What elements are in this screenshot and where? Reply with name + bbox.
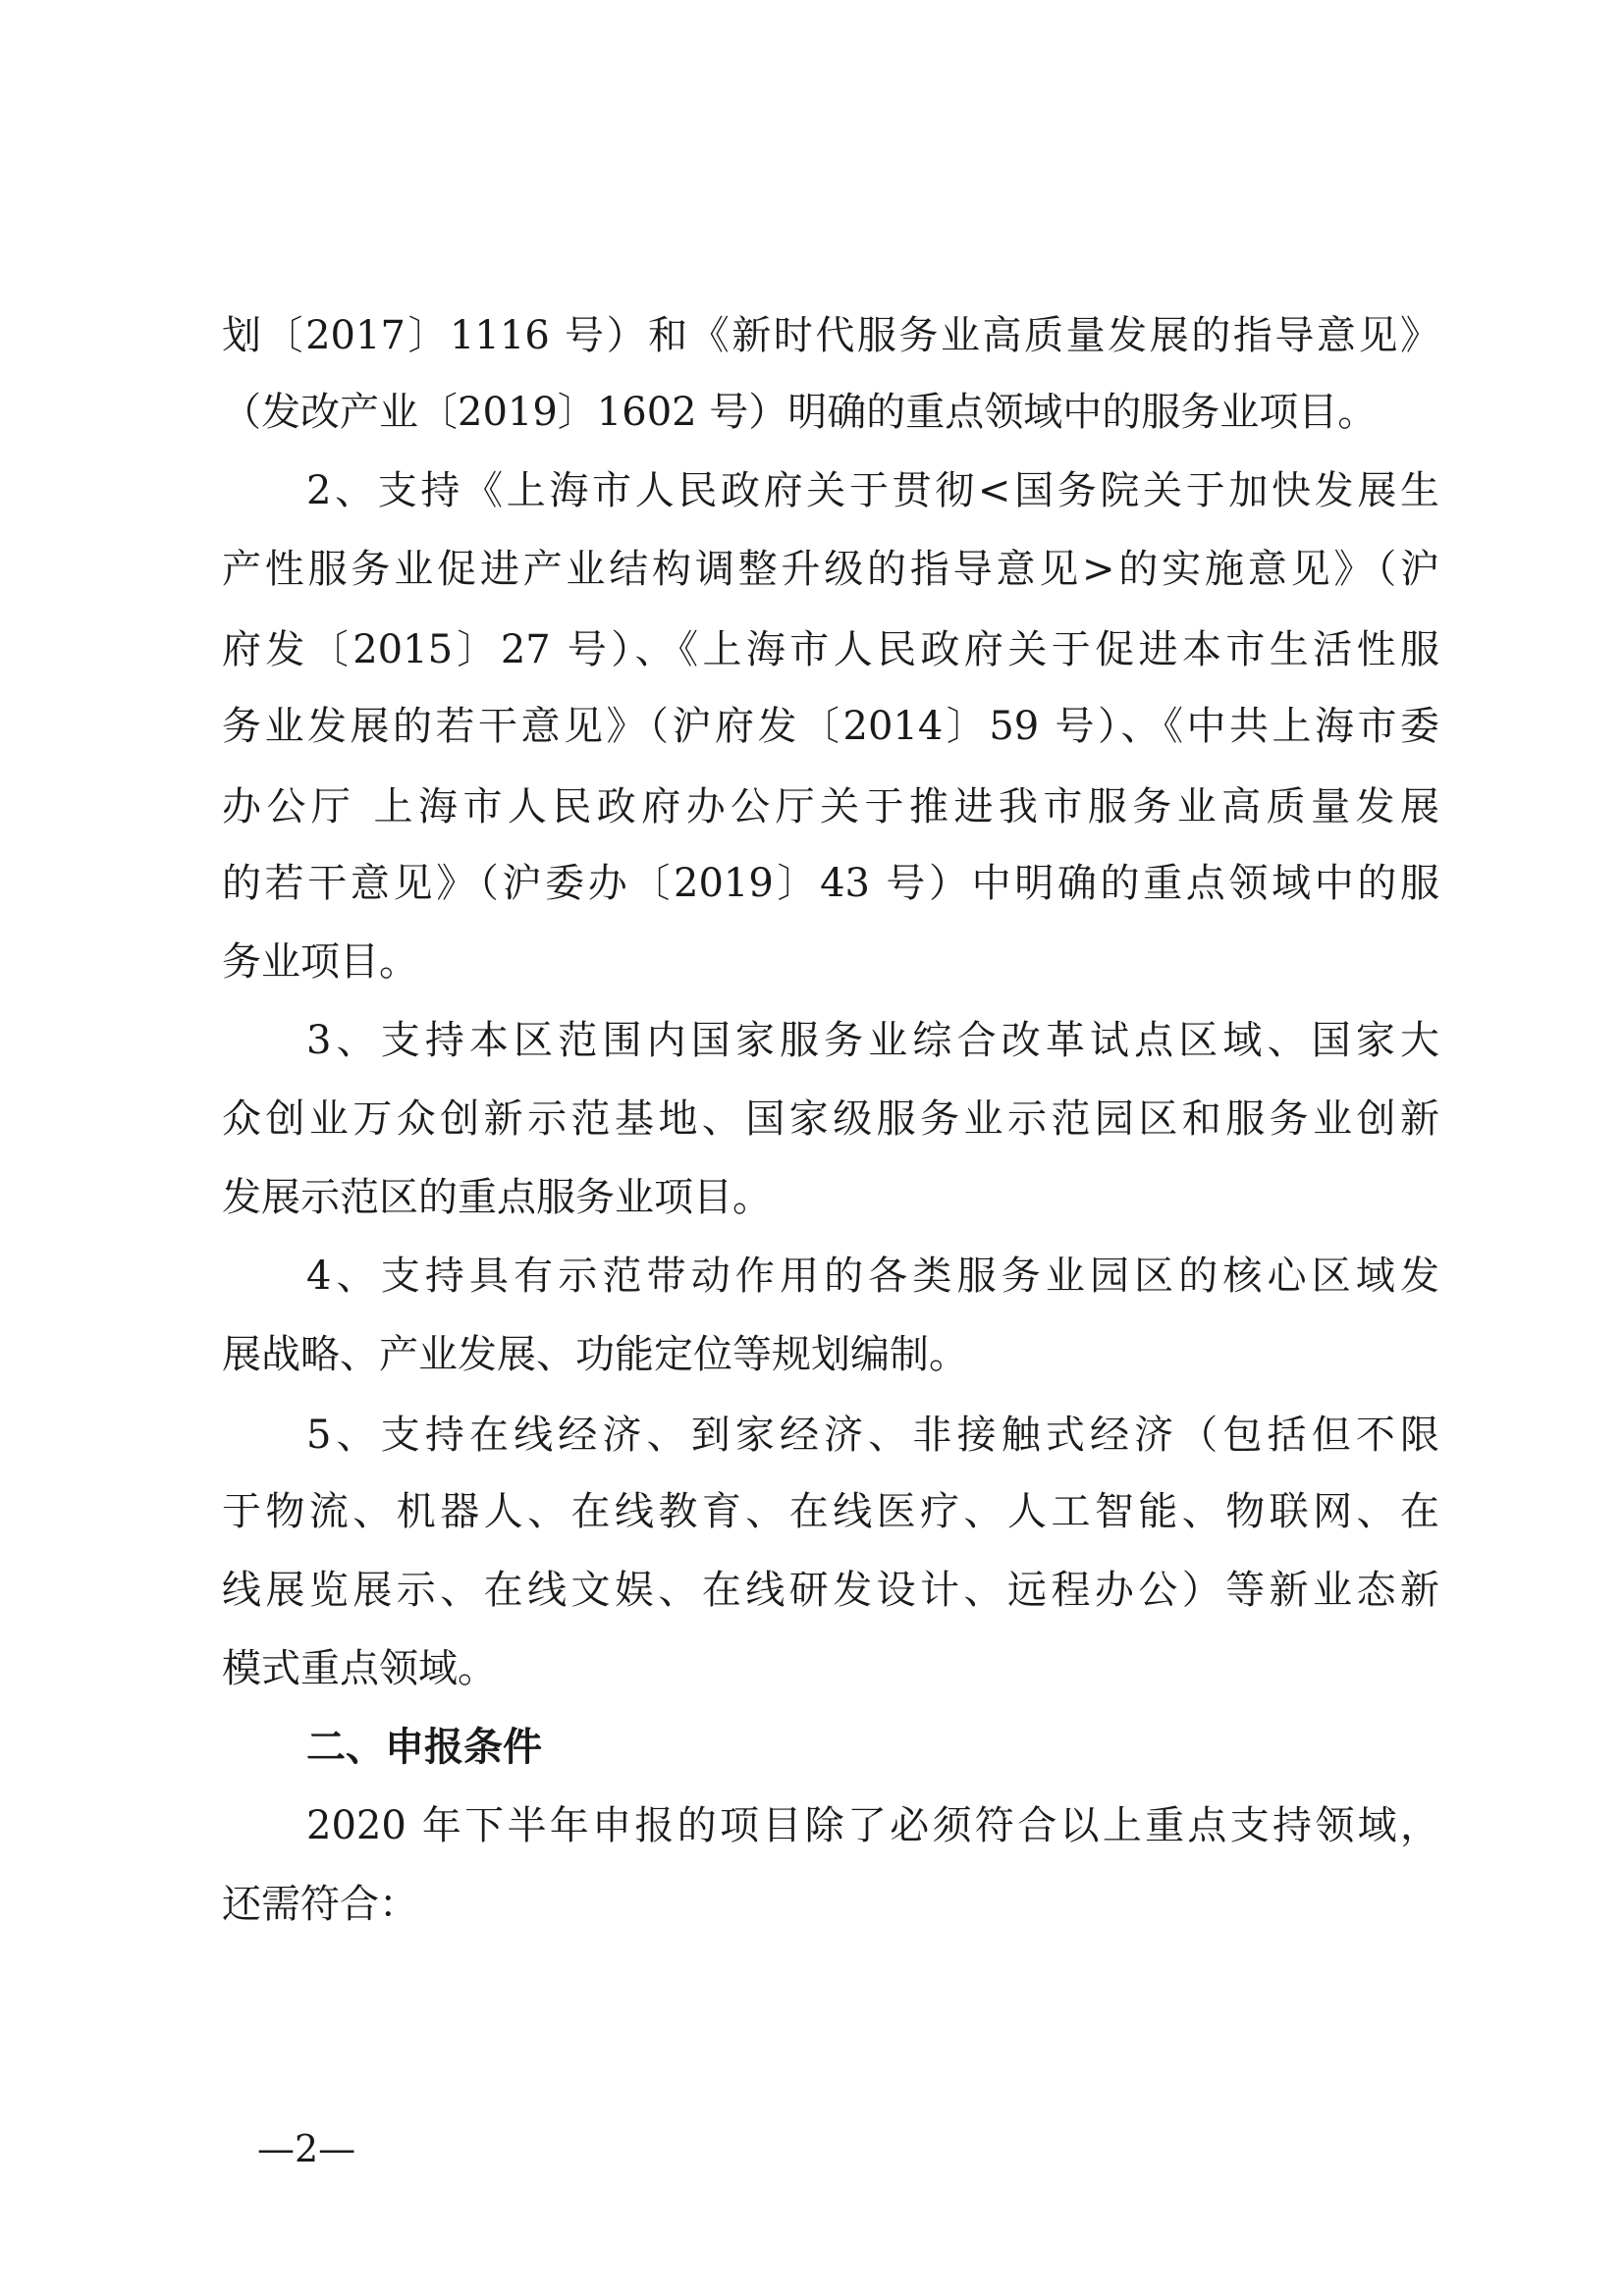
text-line: 模式重点领域。 [222,1646,497,1691]
text-line: 4、支持具有示范带动作用的各类服务业园区的核心区域发 [306,1254,1439,1299]
text-line: 5、支持在线经济、到家经济、非接触式经济（包括但不限 [306,1413,1439,1458]
text-line: （发改产业〔2019〕1602 号）明确的重点领域中的服务业项目。 [222,390,1378,435]
text-line: 务业项目。 [222,939,418,985]
text-line: 众创业万众创新示范基地、国家级服务业示范园区和服务业创新 [222,1096,1439,1142]
page-number: —2— [257,2127,356,2170]
text-line: 线展览展示、在线文娱、在线研发设计、远程办公）等新业态新 [222,1568,1439,1613]
text-line: 产性服务业促进产业结构调整升级的指导意见>的实施意见》（沪 [222,547,1439,592]
section-heading: 二、申报条件 [306,1725,542,1770]
text-line: 的若干意见》（沪委办〔2019〕43 号）中明确的重点领域中的服 [222,861,1439,906]
text-line: 2020 年下半年申报的项目除了必须符合以上重点支持领域， [306,1803,1439,1848]
text-line: 展战略、产业发展、功能定位等规划编制。 [222,1332,968,1377]
text-line: 务业发展的若干意见》（沪府发〔2014〕59 号）、《中共上海市委 [222,704,1439,749]
text-line: 于物流、机器人、在线教育、在线医疗、人工智能、物联网、在 [222,1489,1439,1534]
text-line: 2、支持《上海市人民政府关于贯彻<国务院关于加快发展生 [306,468,1439,513]
text-line: 发展示范区的重点服务业项目。 [222,1175,772,1220]
text-line: 还需符合： [222,1882,418,1927]
text-line: 办公厅 上海市人民政府办公厅关于推进我市服务业高质量发展 [222,784,1439,829]
text-line: 府发〔2015〕27 号）、《上海市人民政府关于促进本市生活性服 [222,627,1439,672]
text-line: 划〔2017〕1116 号）和《新时代服务业高质量发展的指导意见》 [222,313,1439,358]
text-line: 3、支持本区范围内国家服务业综合改革试点区域、国家大 [306,1018,1439,1063]
